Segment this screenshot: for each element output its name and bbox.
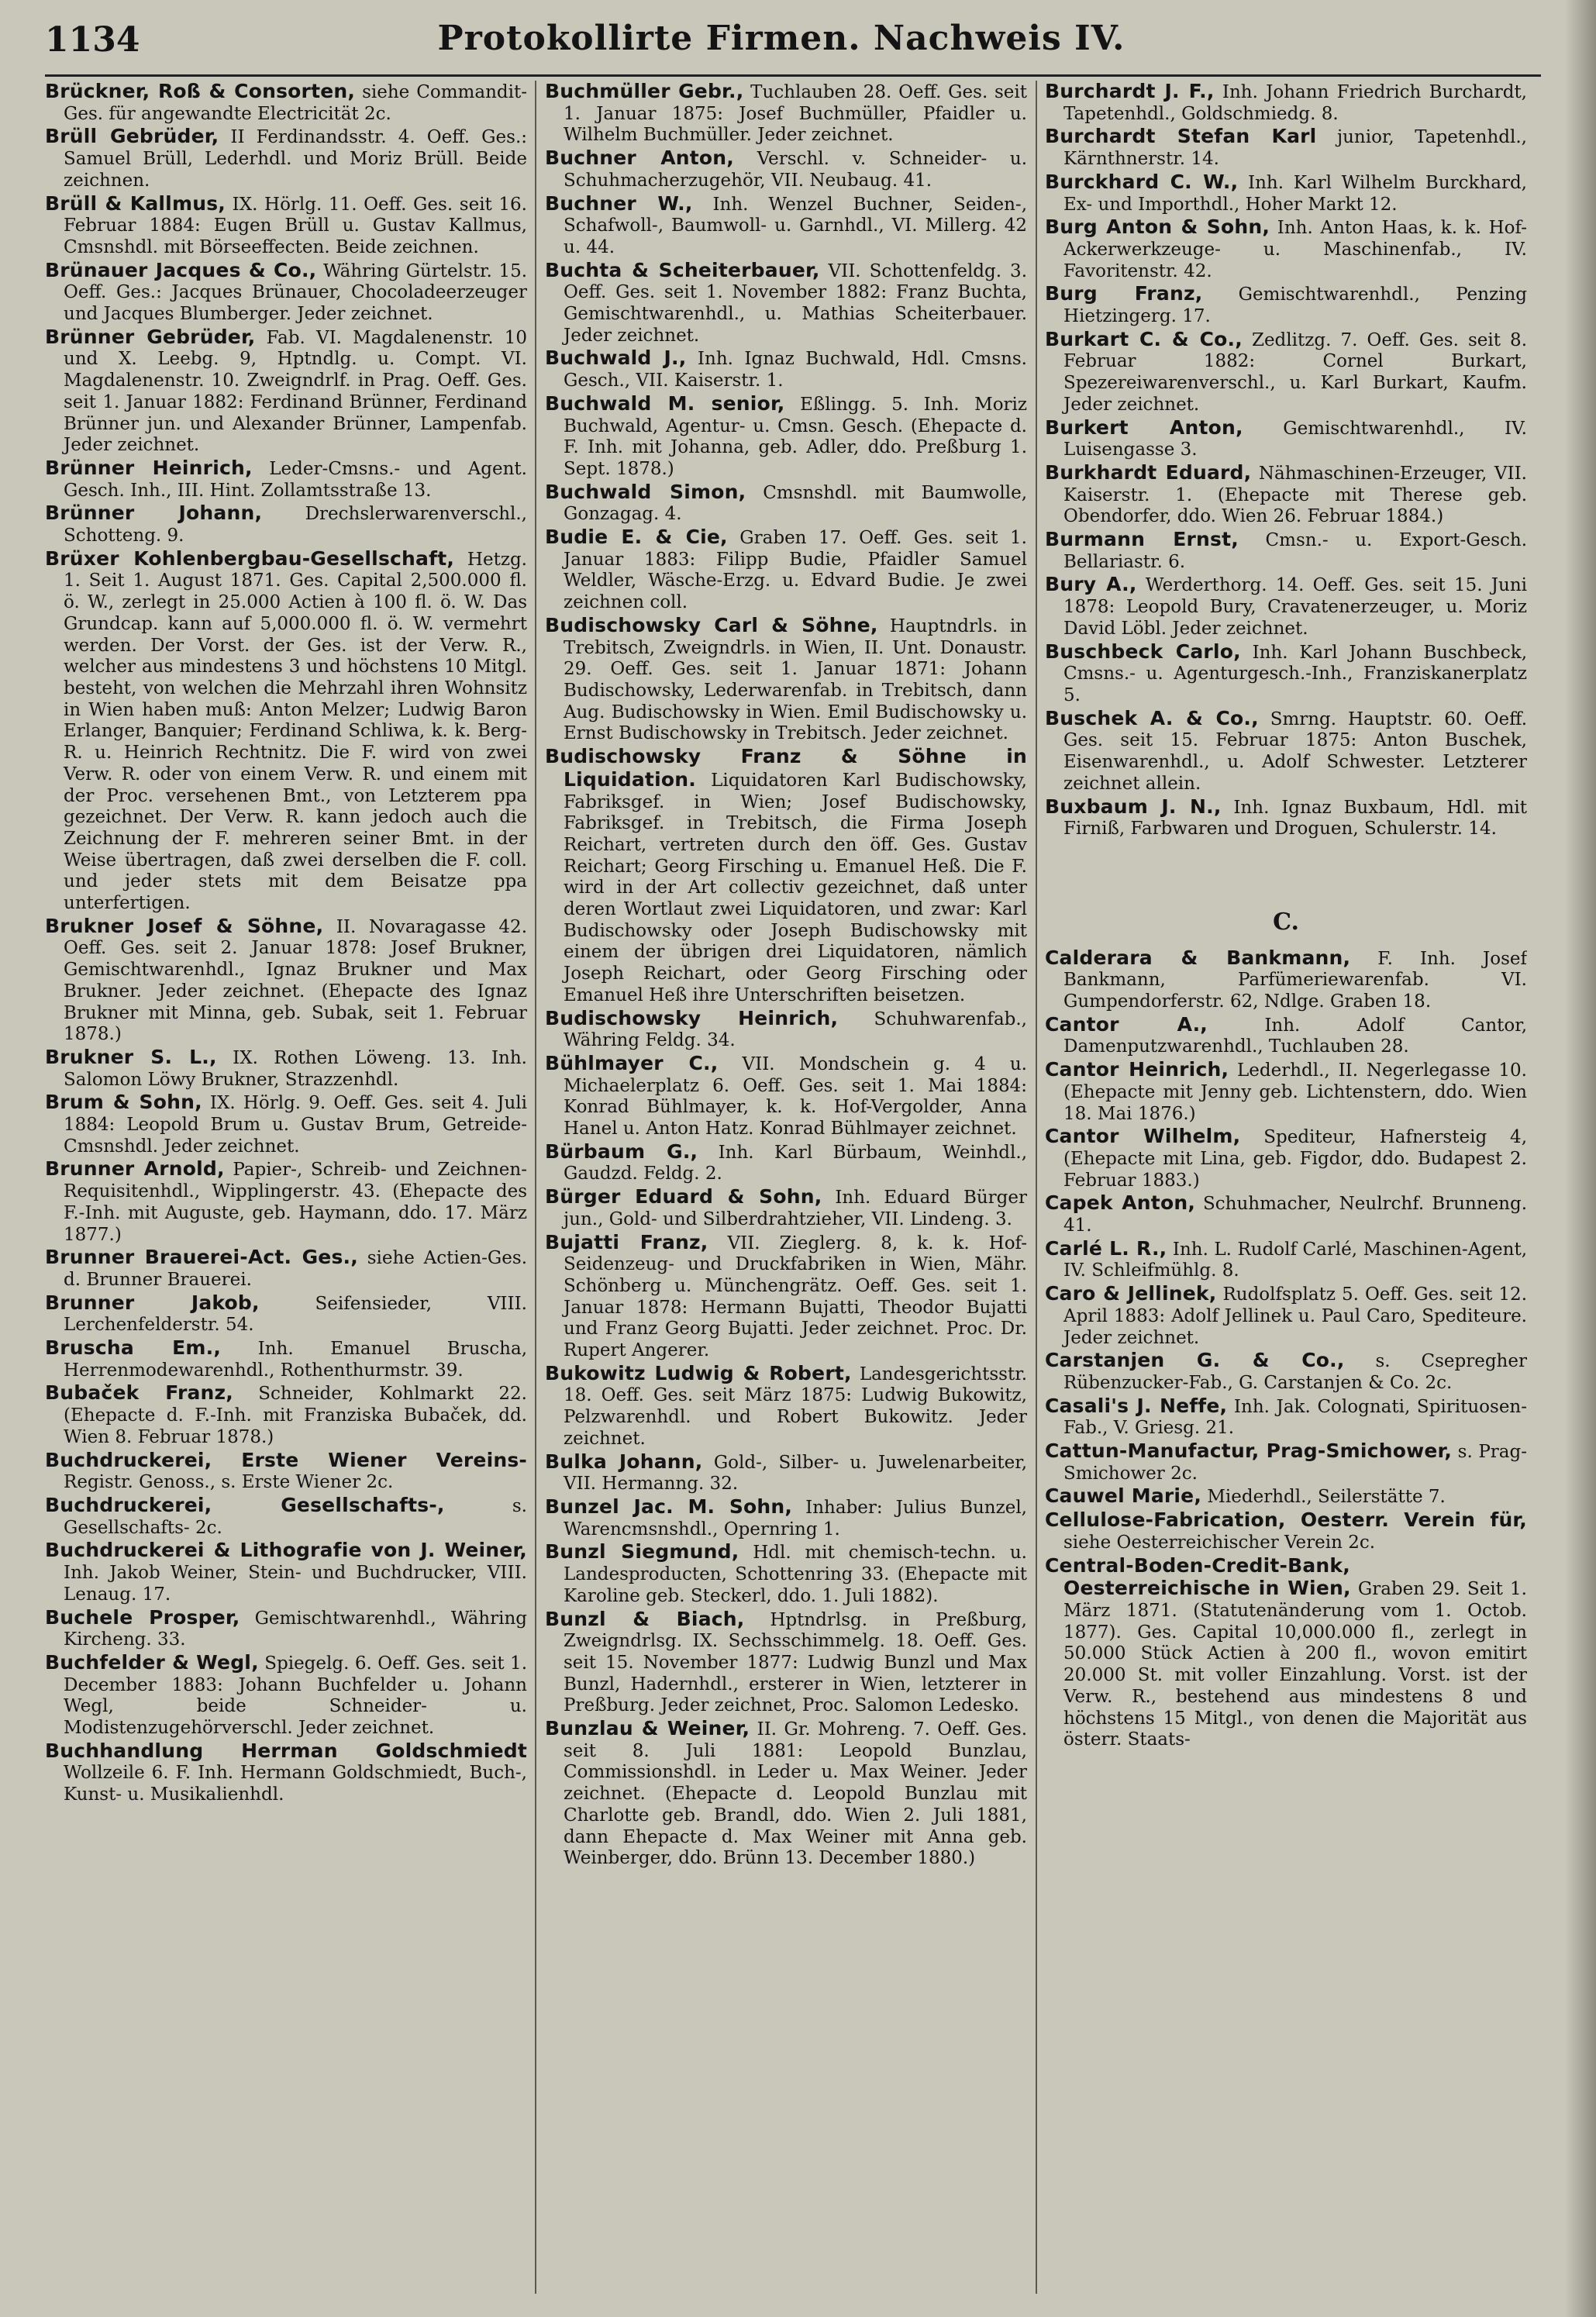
- firm-name: Bubaček Franz,: [45, 1381, 233, 1405]
- firm-details: s. Gesellschafts- 2c.: [64, 1496, 527, 1538]
- firm-name: Cauwel Marie,: [1045, 1484, 1202, 1508]
- firm-name: Brum & Sohn,: [45, 1091, 202, 1114]
- firm-details: Inh. Jak. Colognati, Spirituosen-Fab., V. Griesg. 21.: [1063, 1396, 1527, 1439]
- firm-name: Carstanjen G. & Co.,: [1045, 1349, 1345, 1372]
- firm-details: Gold-, Silber- u. Juwelenarbeiter, VII. Hermanng. 32.: [564, 1452, 1027, 1495]
- firm-details: Schuhmacher, Neulrchf. Brunneng. 41.: [1063, 1194, 1527, 1236]
- firm-name: Burchardt J. F.,: [1045, 81, 1215, 102]
- firm-name: Caro & Jellinek,: [1045, 1282, 1217, 1305]
- firm-entry: [45, 1539, 527, 1605]
- page-number: 1134: [45, 20, 140, 60]
- column-divider: [1036, 81, 1037, 2294]
- firm-name: Buchdruckerei & Lithografie von J. Weiner,: [45, 1539, 527, 1562]
- firm-details: Cmsn.- u. Export-Gesch. Bellariastr. 6.: [1063, 530, 1527, 572]
- firm-details: Landesgerichtsstr. 18. Oeff. Ges. seit März 1875: Ludwig Bukowitz, Pelzwarenhdl. und Robert Bukowitz. Jeder zeichnet.: [564, 1364, 1027, 1449]
- firm-details: IX. Rothen Löweng. 13. Inh. Salomon Löwy Brukner, Strazzenhdl.: [64, 1047, 527, 1090]
- firm-details: siehe Commandit-Ges. für angewandte Electricität 2c.: [64, 82, 527, 124]
- firm-entry: [1045, 1059, 1527, 1125]
- firm-name: Capek Anton,: [1045, 1191, 1196, 1215]
- firm-name: Cantor Wilhelm,: [1045, 1125, 1241, 1148]
- firm-entry: [545, 1008, 1027, 1052]
- firm-details: Wollzeile 6. F. Inh. Hermann Goldschmiedt, Buch-, Kunst- u. Musikalienhdl.: [64, 1763, 527, 1805]
- firm-details: Gemischtwarenhdl., Penzing Hietzingerg. 17.: [1063, 284, 1527, 327]
- firm-name: Budischowsky Carl & Söhne,: [545, 613, 878, 636]
- firm-name: Burg Anton & Sohn,: [1045, 215, 1270, 239]
- firm-name: Budie E. & Cie,: [545, 526, 728, 549]
- firm-entry: [545, 347, 1027, 391]
- firm-details: Zedlitzg. 7. Oeff. Ges. seit 8. Februar 1882: Cornel Burkart, Spezereiwarenverschl., u. Karl Burkart, Kaufm. Jeder zeichnet.: [1063, 329, 1527, 415]
- firm-details: Gemischtwarenhdl., Währing Kircheng. 33.: [64, 1608, 527, 1650]
- firm-entry: [1045, 1509, 1527, 1553]
- firm-details: Graben 17. Oeff. Ges. seit 1. Januar 1883: Filipp Budie, Pfaidler Samuel Weldler, Wäsche-Erzg. u. Edvard Budie. Je zwei zeichnen coll.: [564, 528, 1027, 613]
- firm-name: Brückner, Roß & Consorten,: [45, 81, 356, 102]
- firm-entry: [1045, 1283, 1527, 1349]
- firm-name: Burmann Ernst,: [1045, 528, 1239, 551]
- firm-name: Buschbeck Carlo,: [1045, 640, 1241, 663]
- firm-entry: [45, 1246, 527, 1291]
- firm-name: Budischowsky Franz & Söhne in Liquidation.: [545, 745, 1027, 791]
- firm-details: Inh. Ignaz Buchwald, Hdl. Cmsns. Gesch., VII. Kaiserstr. 1.: [564, 349, 1027, 391]
- firm-details: Eßlingg. 5. Inh. Moriz Buchwald, Agentur- u. Cmsn. Gesch. (Ehepacte d. F. Inh. mit Johanna, geb. Adler, ddo. Preßburg 1. Sept. 1878.): [564, 394, 1027, 479]
- firm-entry: [45, 1046, 527, 1091]
- firm-entry: [45, 1382, 527, 1448]
- firm-entry: [1045, 81, 1527, 125]
- firm-name: Bulka Johann,: [545, 1450, 703, 1473]
- firm-name: Brünner Johann,: [45, 502, 263, 525]
- firm-entry: [1045, 417, 1527, 461]
- running-title: Protokollirte Firmen. Nachweis IV.: [437, 19, 1125, 58]
- firm-details: Hetzg. 1. Seit 1. August 1871. Ges. Capital 2,500.000 fl. ö. W., zerlegt in 25.000 Actien à 100 fl. ö. W. Das Grundcap. kann auf 5,000.000 fl. ö. W. vermehrt werden. Der Vorst. der Ges. ist der Verw. R., welcher aus mindestens 3 und höchstens 10 Mitgl. besteht, von welchen die Mehrzahl ihren Wohnsitz in Wien haben muß: Anton Melzer; Ludwig Baron Erlanger, Banquier; Ferdinand Schliwa, k. k. Berg-R. u. Heinrich Rechtnitz. Die F. wird von zwei Verw. R. oder von einem Verw. R. und einem mit der Proc. versehenen Bmt., von Letzterem ppa gezeichnet. Der Verw. R. kann jedoch auch die Zeichnung der F. mehreren seiner Bmt. in der Weise übertragen, daß zwei derselben die F. coll. und jeder stets mit dem Beisatze ppa unterfertigen.: [64, 549, 527, 914]
- firm-entry: [545, 526, 1027, 614]
- firm-entry: [45, 1652, 527, 1739]
- firm-entry: [45, 915, 527, 1046]
- firm-name: Bunzlau & Weiner,: [545, 1717, 750, 1740]
- firm-details: Cmsnshdl. mit Baumwolle, Gonzagag. 4.: [564, 482, 1027, 525]
- firm-entry: [1045, 1555, 1527, 1751]
- column-1: [45, 81, 527, 2298]
- firm-entry: [545, 393, 1027, 481]
- firm-name: Buchmüller Gebr.,: [545, 81, 744, 102]
- firm-details: Smrng. Hauptstr. 60. Oeff. Ges. seit 15. Februar 1875: Anton Buschek, Eisenwarenhdl., u. Adolf Schwester. Letzterer zeichnet allein.: [1063, 709, 1527, 794]
- firm-entry: [545, 1232, 1027, 1362]
- firm-details: II. Gr. Mohreng. 7. Oeff. Ges. seit 8. Juli 1881: Leopold Bunzlau, Commissionshdl. in Leder u. Max Weiner. Jeder zeichnet. (Ehepacte d. Leopold Bunzlau mit Charlotte geb. Brandl, ddo. Wien 2. Juli 1881, dann Ehepacte d. Max Weiner mit Anna geb. Weinberger, ddo. Brünn 13. December 1880.): [564, 1719, 1027, 1869]
- firm-name: Bukowitz Ludwig & Robert,: [545, 1361, 852, 1384]
- firm-name: Bruscha Em.,: [45, 1336, 222, 1360]
- firm-name: Bury A.,: [1045, 573, 1137, 596]
- firm-details: Inh. Emanuel Bruscha, Herrenmodewarenhdl., Rothenthurmstr. 39.: [64, 1339, 527, 1381]
- firm-name: Buchwald J.,: [545, 347, 687, 370]
- firm-name: Cantor Heinrich,: [1045, 1058, 1229, 1081]
- firm-name: Brünner Gebrüder,: [45, 325, 256, 348]
- firm-entry: [545, 1541, 1027, 1607]
- firm-entry: [45, 1091, 527, 1157]
- firm-entry: [45, 1292, 527, 1336]
- firm-name: Brukner S. L.,: [45, 1045, 217, 1068]
- firm-entry: [45, 1158, 527, 1246]
- firm-details: Inh. Jakob Weiner, Stein- und Buchdrucker, VIII. Lenaug. 17.: [64, 1563, 527, 1605]
- firm-entry: [545, 481, 1027, 526]
- firm-details: VII. Schottenfeldg. 3. Oeff. Ges. seit 1. November 1882: Franz Buchta, Gemischtwarenhdl., u. Mathias Scheiterbauer. Jeder zeichnet.: [564, 260, 1027, 346]
- firm-entry: [545, 746, 1027, 1006]
- firm-entry: [545, 1608, 1027, 1718]
- firm-entry: [1045, 216, 1527, 282]
- firm-details: Graben 29. Seit 1. März 1871. (Statutenänderung vom 1. Octob. 1877). Ges. Capital 10,000.000 fl., zerlegt in 50.000 Stück Actien à 200 fl., wovon emitirt 20.000 St. mit voller Einzahlung. Vorst. ist der Verw. R., bestehend aus mindestens 8 und höchstens 15 Mitgl., von denen die Majorität aus österr. Staats-: [1063, 1579, 1527, 1750]
- firm-entry: [545, 615, 1027, 745]
- firm-details: Schneider, Kohlmarkt 22. (Ehepacte d. F.-Inh. mit Franziska Bubaček, dd. Wien 8. Februar 1878.): [64, 1384, 527, 1447]
- firm-name: Burkart C. & Co.,: [1045, 327, 1243, 350]
- firm-details: Schuhwarenfab., Währing Feldg. 34.: [564, 1009, 1027, 1051]
- firm-name: Calderara & Bankmann,: [1045, 946, 1351, 969]
- firm-details: Hdl. mit chemisch-techn. u. Landesproducten, Schottenring 33. (Ehepacte mit Karoline geb. Steckerl, ddo. 1. Juli 1882).: [564, 1543, 1027, 1606]
- firm-details: Hauptndrls. in Trebitsch, Zweigndrls. in Wien, II. Unt. Donaustr. 29. Oeff. Ges. seit 1. Januar 1871: Johann Budischowsky, Lederwarenfab. in Trebitsch, dann Aug. Budischowsky in Wien. Emil Budischowsky u. Ernst Budischowsky in Trebitsch. Jeder zeichnet.: [564, 615, 1027, 744]
- firm-entry: [545, 1363, 1027, 1450]
- firm-entry: [545, 260, 1027, 347]
- firm-details: Lederhdl., II. Negerlegasse 10. (Ehepacte mit Jenny geb. Lichtenstern, ddo. Wien 18. Mai 1876.): [1063, 1060, 1527, 1124]
- firm-name: Buchele Prosper,: [45, 1605, 240, 1629]
- firm-details: Leder-Cmsns.- und Agent. Gesch. Inh., III. Hint. Zollamtsstraße 13.: [64, 458, 527, 501]
- firm-name: Central-Boden-Credit-Bank, Oesterreichische in Wien,: [1045, 1553, 1351, 1600]
- firm-name: Brunner Jakob,: [45, 1291, 260, 1314]
- firm-name: Burkhardt Eduard,: [1045, 460, 1252, 484]
- firm-entry: [45, 1740, 527, 1806]
- firm-entry: [545, 1496, 1027, 1540]
- firm-details: Inh. Ignaz Buxbaum, Hdl. mit Firniß, Farbwaren und Droguen, Schulerstr. 14.: [1063, 797, 1527, 840]
- firm-details: Inh. Karl Wilhelm Burckhard, Ex- und Importhdl., Hoher Markt 12.: [1063, 172, 1527, 215]
- firm-details: Miederhdl., Seilerstätte 7.: [1207, 1487, 1446, 1508]
- firm-details: IX. Hörlg. 9. Oeff. Ges. seit 4. Juli 1884: Leopold Brum u. Gustav Brum, Getreide-Cmsnshdl. Jeder zeichnet.: [64, 1093, 527, 1157]
- firm-entry: [1045, 1350, 1527, 1394]
- firm-entry: [1045, 708, 1527, 795]
- firm-name: Bunzl & Biach,: [545, 1607, 745, 1630]
- firm-details: II. Novaragasse 42. Oeff. Ges. seit 2. Januar 1878: Josef Brukner, Gemischtwarenhdl., Ignaz Brukner und Max Brukner. Jeder zeichnet. (Ehepacte des Ignaz Brukner mit Minna, geb. Subak, seit 1. Februar 1878.): [64, 916, 527, 1045]
- firm-name: Brukner Josef & Söhne,: [45, 914, 324, 937]
- firm-details: II Ferdinandsstr. 4. Oeff. Ges.: Samuel Brüll, Lederhdl. und Moriz Brüll. Beide zeichnen.: [64, 127, 527, 191]
- firm-details: F. Inh. Josef Bankmann, Parfümeriewarenfab. VI. Gumpendorferstr. 62, Ndlge. Graben 18.: [1063, 948, 1527, 1012]
- firm-details: Seifensieder, VIII. Lerchenfelderstr. 54.: [64, 1293, 527, 1336]
- firm-entry: [545, 1186, 1027, 1230]
- firm-entry: [1045, 641, 1527, 707]
- firm-details: Währing Gürtelstr. 15. Oeff. Ges.: Jacques Brünauer, Chocoladeerzeuger und Jacques Blumberger. Jeder zeichnet.: [64, 260, 527, 325]
- firm-entry: [45, 81, 527, 125]
- firm-details: s. Prag-Smichower 2c.: [1063, 1442, 1527, 1484]
- firm-name: Burckhard C. W.,: [1045, 170, 1239, 193]
- section-heading: C.: [1273, 908, 1299, 936]
- firm-details: Inh. Eduard Bürger jun., Gold- und Silberdrahtzieher, VII. Lindeng. 3.: [564, 1188, 1027, 1229]
- firm-details: Spiegelg. 6. Oeff. Ges. seit 1. December 1883: Johann Buchfelder u. Johann Wegl, beide Schneider- u. Modistenzugehörverschl. Jeder zeichnet.: [64, 1653, 527, 1739]
- firm-details: Inh. Karl Bürbaum, Weinhdl., Gaudzd. Feldg. 2.: [564, 1142, 1027, 1184]
- firm-name: Brünner Heinrich,: [45, 456, 253, 479]
- firm-details: Inh. L. Rudolf Carlé, Maschinen-Agent, IV. Schleifmühlg. 8.: [1063, 1239, 1527, 1281]
- firm-entry: [45, 1450, 527, 1494]
- firm-details: Inhaber: Julius Bunzel, Warencmsnshdl., Opernring 1.: [564, 1498, 1027, 1539]
- firm-name: Bujatti Franz,: [545, 1230, 708, 1253]
- firm-entry: [45, 1495, 527, 1539]
- firm-entry: [545, 147, 1027, 191]
- firm-entry: [1045, 1440, 1527, 1484]
- firm-name: Brünauer Jacques & Co.,: [45, 258, 317, 281]
- firm-name: Buschek A. & Co.,: [1045, 706, 1259, 729]
- firm-name: Brunner Brauerei-Act. Ges.,: [45, 1246, 358, 1269]
- firm-details: VII. Zieglerg. 8, k. k. Hof-Seidenzeug- und Druckfabriken in Wien, Mähr. Schönberg u. Münchengrätz. Oeff. Ges. seit 1. Januar 1878: Hermann Bujatti, Theodor Bujatti und Franz Georg Bujatti. Jeder zeichnet. Proc. Dr. Rupert Angerer.: [564, 1233, 1027, 1361]
- firm-details: s. Csepregher Rübenzucker-Fab., G. Carstanjen & Co. 2c.: [1063, 1351, 1527, 1393]
- firm-name: Bürger Eduard & Sohn,: [545, 1185, 822, 1208]
- firm-name: Buchfelder & Wegl,: [45, 1650, 259, 1674]
- firm-name: Bühlmayer C.,: [545, 1051, 719, 1074]
- header-rule: [45, 74, 1541, 77]
- firm-details: Papier-, Schreib- und Zeichnen-Requisitenhdl., Wipplingerstr. 43. (Ehepacte des F.-Inh. mit Auguste, geb. Haymann, ddo. 17. März 1877.): [64, 1160, 527, 1245]
- firm-name: Buchner Anton,: [545, 147, 734, 170]
- firm-details: junior, Tapetenhdl., Kärnthnerstr. 14.: [1063, 127, 1527, 170]
- firm-name: Buchdruckerei, Erste Wiener Vereins-: [45, 1448, 527, 1471]
- firm-details: Nähmaschinen-Erzeuger, VII. Kaiserstr. 1. (Ehepacte mit Therese geb. Obendorfer, ddo. Wien 26. Februar 1884.): [1063, 463, 1527, 527]
- column-divider: [535, 81, 536, 2294]
- firm-details: Inh. Anton Haas, k. k. Hof-Ackerwerkzeuge- u. Maschinenfab., IV. Favoritenstr. 42.: [1063, 218, 1527, 281]
- firm-name: Brüxer Kohlenbergbau-Gesellschaft,: [45, 546, 455, 570]
- firm-entry: [1045, 171, 1527, 215]
- firm-entry: [45, 260, 527, 326]
- firm-name: Cantor A.,: [1045, 1012, 1208, 1036]
- firm-entry: [1045, 283, 1527, 327]
- firm-name: Burchardt Stefan Karl: [1045, 125, 1317, 148]
- firm-entry: [545, 1053, 1027, 1140]
- firm-details: Drechslerwarenverschl., Schotteng. 9.: [64, 504, 527, 546]
- column-3: [1045, 81, 1527, 2298]
- firm-details: Rudolfsplatz 5. Oeff. Ges. seit 12. April 1883: Adolf Jellinek u. Paul Caro, Spediteure. Jeder zeichnet.: [1063, 1284, 1527, 1348]
- firm-name: Buchwald Simon,: [545, 480, 746, 503]
- firm-name: Cattun-Manufactur, Prag-Smichower,: [1045, 1440, 1453, 1463]
- firm-entry: [45, 457, 527, 502]
- firm-entry: [45, 502, 527, 546]
- firm-entry: [1045, 329, 1527, 416]
- firm-details: siehe Oesterreichischer Verein 2c.: [1063, 1532, 1376, 1553]
- firm-name: Brüll Gebrüder,: [45, 125, 219, 148]
- firm-details: Spediteur, Hafnersteig 4, (Ehepacte mit Lina, geb. Figdor, ddo. Budapest 2. Februar 1883.): [1063, 1127, 1527, 1191]
- firm-entry: [1045, 947, 1527, 1013]
- firm-name: Burg Franz,: [1045, 282, 1203, 305]
- firm-name: Bunzel Jac. M. Sohn,: [545, 1495, 793, 1518]
- page-edge-shadow: [1565, 0, 1596, 2317]
- firm-name: Brüll & Kallmus,: [45, 191, 226, 215]
- firm-entry: [45, 126, 527, 191]
- firm-entry: [45, 548, 527, 915]
- firm-entry: [545, 1718, 1027, 1870]
- firm-entry: [545, 193, 1027, 259]
- firm-name: Carlé L. R.,: [1045, 1236, 1167, 1260]
- firm-name: Casali's J. Neffe,: [1045, 1394, 1228, 1417]
- firm-name: Brunner Arnold,: [45, 1157, 225, 1181]
- firm-details: Inh. Karl Johann Buschbeck, Cmsns.- u. Agenturgesch.-Inh., Franziskanerplatz 5.: [1063, 642, 1527, 705]
- firm-entry: [1045, 796, 1527, 840]
- firm-entry: [1045, 462, 1527, 528]
- firm-entry: [1045, 1485, 1527, 1508]
- firm-entry: [1045, 529, 1527, 573]
- firm-entry: [45, 193, 527, 259]
- firm-entry: [1045, 1126, 1527, 1191]
- firm-name: Buchhandlung Herrman Goldschmiedt: [45, 1739, 527, 1762]
- firm-details: VII. Mondschein g. 4 u. Michaelerplatz 6. Oeff. Ges. seit 1. Mai 1884: Konrad Bühlmayer, k. k. Hof-Vergolder, Anna Hanel u. Anton Hatz. Konrad Bühlmayer zeichnet.: [564, 1053, 1027, 1140]
- firm-entry: [1045, 1014, 1527, 1058]
- firm-name: Budischowsky Heinrich,: [545, 1006, 839, 1029]
- page-header: [45, 17, 1518, 71]
- firm-details: Tuchlauben 28. Oeff. Ges. seit 1. Januar 1875: Josef Buchmüller, Pfaidler u. Wilhelm Buchmüller. Jeder zeichnet.: [564, 82, 1027, 146]
- firm-details: Inh. Wenzel Buchner, Seiden-, Schafwoll-, Baumwoll- u. Garnhdl., VI. Millerg. 42 u. 44.: [564, 194, 1027, 257]
- firm-name: Buxbaum J. N.,: [1045, 795, 1222, 818]
- firm-entry: [545, 1141, 1027, 1185]
- firm-entry: [45, 1337, 527, 1381]
- firm-name: Cellulose-Fabrication, Oesterr. Verein für,: [1045, 1508, 1527, 1532]
- firm-entry: [45, 326, 527, 457]
- firm-entry: [1045, 1238, 1527, 1282]
- firm-name: Buchwald M. senior,: [545, 391, 785, 415]
- firm-name: Bunzl Siegmund,: [545, 1540, 739, 1564]
- firm-details: Inh. Adolf Cantor, Damenputzwarenhdl., Tuchlauben 28.: [1063, 1015, 1527, 1057]
- firm-name: Bürbaum G.,: [545, 1140, 698, 1163]
- firm-entry: [1045, 1192, 1527, 1236]
- firm-entry: [1045, 126, 1527, 170]
- firm-details: Liquidatoren Karl Budischowsky, Fabriksgef. in Wien; Josef Budischowsky, Fabriksgef. in Trebitsch, die Firma Joseph Reichart, vertreten durch den öff. Ges. Gustav Reichart; Georg Firsching u. Emanuel Heß. Die F. wird in der Art collectiv gezeichnet, daß unter deren Wortlaut zwei Liquidatoren, und zwar: Karl Budischowsky oder Joseph Budischowsky mit einem der übrigen drei Liquidatoren, nämlich Joseph Reichart, oder Georg Firsching oder Emanuel Heß ihre Unterschriften beisetzen.: [564, 770, 1027, 1005]
- firm-details: Fab. VI. Magdalenenstr. 10 und X. Leebg. 9, Hptndlg. u. Compt. VI. Magdalenenstr. 10. Zweigndrlf. in Prag. Oeff. Ges. seit 1. Januar 1882: Ferdinand Brünner, Ferdinand Brünner jun. und Alexander Brünner, Lampenfab. Jeder zeichnet.: [64, 327, 527, 456]
- firm-details: Verschl. v. Schneider- u. Schuhmacherzugehör, VII. Neubaug. 41.: [564, 149, 1027, 191]
- firm-details: Registr. Genoss., s. Erste Wiener 2c.: [64, 1472, 394, 1493]
- firm-entry: [1045, 1395, 1527, 1440]
- firm-name: Buchner W.,: [545, 191, 693, 215]
- firm-entry: [545, 81, 1027, 147]
- firm-details: Werderthorg. 14. Oeff. Ges. seit 15. Juni 1878: Leopold Bury, Cravatenerzeuger, u. Moriz David Löbl. Jeder zeichnet.: [1063, 575, 1527, 639]
- firm-name: Burkert Anton,: [1045, 415, 1243, 439]
- column-2: [545, 81, 1027, 2298]
- firm-name: Buchdruckerei, Gesellschafts-,: [45, 1494, 445, 1516]
- firm-entry: [45, 1607, 527, 1651]
- firm-name: Buchta & Scheiterbauer,: [545, 258, 820, 281]
- firm-details: Gemischtwarenhdl., IV. Luisengasse 3.: [1063, 418, 1527, 460]
- firm-details: Inh. Johann Friedrich Burchardt, Tapetenhdl., Goldschmiedg. 8.: [1063, 82, 1527, 124]
- firm-details: IX. Hörlg. 11. Oeff. Ges. seit 16. Februar 1884: Eugen Brüll u. Gustav Kallmus, Cmsnshdl. mit Börseeffecten. Beide zeichnen.: [64, 194, 527, 257]
- firm-entry: [1045, 574, 1527, 640]
- firm-details: siehe Actien-Ges. d. Brunner Brauerei.: [64, 1248, 527, 1290]
- firm-details: Hptndrlsg. in Preßburg, Zweigndrlsg. IX. Sechsschimmelg. 18. Oeff. Ges. seit 15. November 1877: Ludwig Bunzl und Max Bunzl, Hadernhdl., ersterer in Wien, letzterer in Preßburg. Jeder zeichnet, Proc. Salomon Ledesko.: [564, 1609, 1027, 1716]
- firm-entry: [545, 1451, 1027, 1495]
